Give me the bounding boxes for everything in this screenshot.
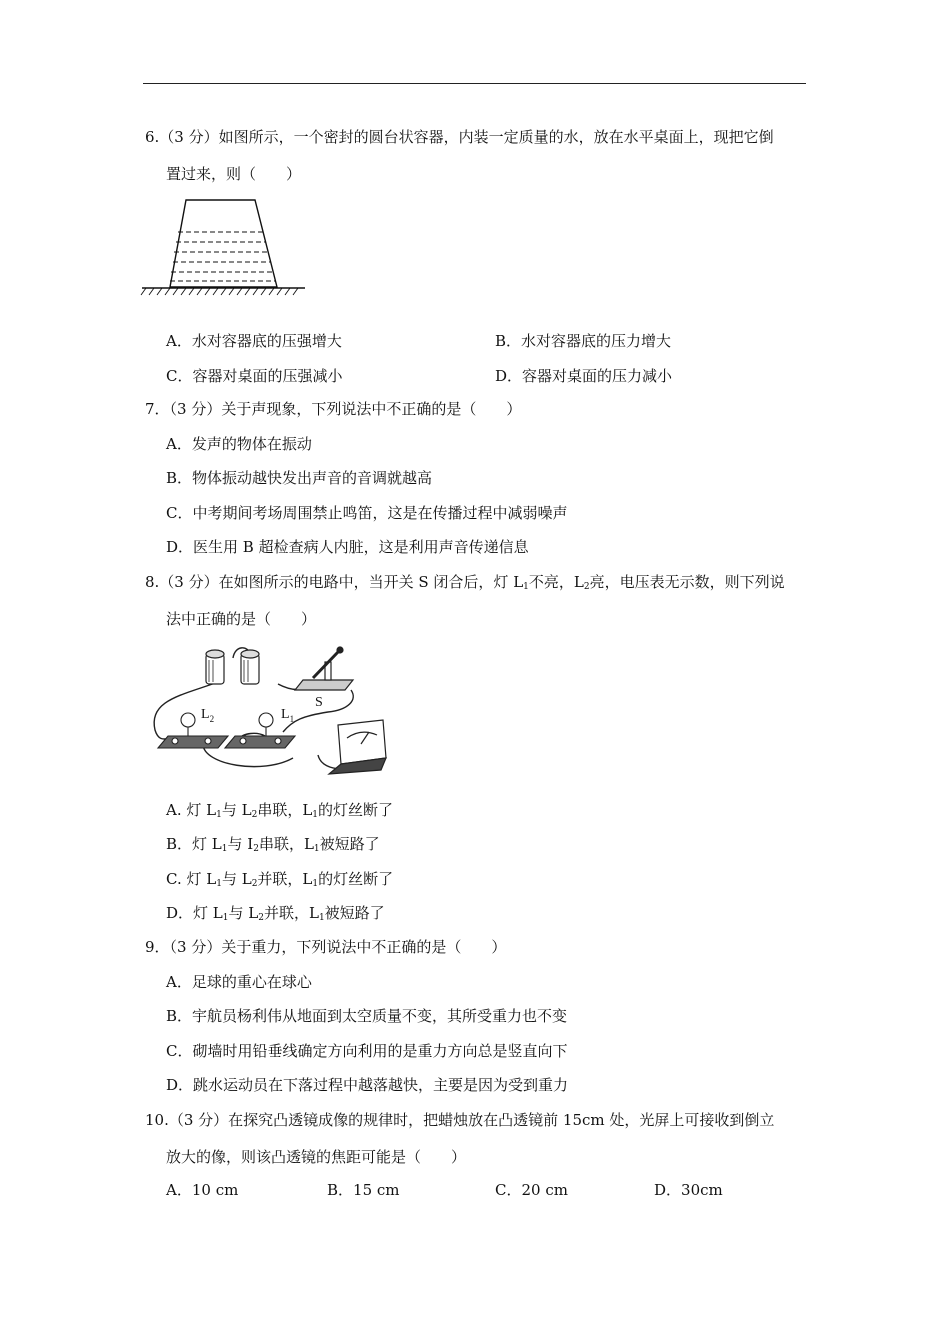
q9-option-b: B．宇航员杨利伟从地面到太空质量不变，其所受重力也不变 — [166, 1007, 568, 1025]
q10-option-a: A．10 cm — [166, 1181, 239, 1199]
q6-option-d: D．容器对桌面的压力减小 — [495, 367, 673, 385]
lamp-l1-label: L — [281, 707, 290, 722]
q8-stem-line-2: 法中正确的是（ ） — [166, 610, 317, 628]
q10-stem-line-2: 放大的像，则该凸透镜的焦距可能是（ ） — [166, 1148, 467, 1166]
svg-text:L1: $L_1$ — [281, 707, 295, 724]
q10-option-c: C．20 cm — [495, 1181, 568, 1199]
q8-option-a: A. 灯 $L_1$与 $L_2$串联，$L_1$的灯丝断了 — [166, 801, 394, 820]
q6-stem-line-2: 置过来，则（ ） — [166, 165, 302, 183]
q8-option-b: B．灯 $L_1$与 $I_2$串联，$L_1$被短路了 — [166, 835, 380, 854]
q7-option-d: D．医生用 B 超检查病人内脏，这是利用声音传递信息 — [166, 538, 529, 556]
circuit-figure — [143, 640, 393, 780]
q7-stem: 7．（3 分）关于声现象，下列说法中不正确的是（ ） — [145, 400, 522, 418]
q6-option-b: B．水对容器底的压力增大 — [495, 332, 672, 350]
q6-option-c: C．容器对桌面的压强减小 — [166, 367, 343, 385]
q10-option-b: B．15 cm — [327, 1181, 400, 1199]
q9-stem: 9．（3 分）关于重力，下列说法中不正确的是（ ） — [145, 938, 507, 956]
q10-option-d: D．30cm — [654, 1181, 723, 1199]
svg-text:L2: $L_2$ — [201, 707, 215, 724]
q7-option-b: B．物体振动越快发出声音的音调就越高 — [166, 469, 433, 487]
q7-option-a: A．发声的物体在振动 — [166, 435, 312, 453]
q8-option-c: C. 灯 $L_1$与 $L_2$并联，$L_1$的灯丝断了 — [166, 870, 394, 889]
q6-option-a: A．水对容器底的压强增大 — [166, 332, 342, 350]
switch-label-s: S — [315, 695, 323, 710]
frustum-container-figure — [140, 195, 310, 300]
q6-stem-line-1: 6.（3 分）如图所示，一个密封的圆台状容器，内装一定质量的水，放在水平桌面上，现把它倒 — [145, 128, 774, 146]
q9-option-a: A．足球的重心在球心 — [166, 973, 312, 991]
q8-option-d: D．灯 $L_1$与 $L_2$并联，$L_1$被短路了 — [166, 904, 385, 923]
q10-stem-line-1: 10.（3 分）在探究凸透镜成像的规律时，把蜡烛放在凸透镜前 15cm 处，光屏上可接收到倒立 — [145, 1111, 775, 1129]
q7-option-c: C．中考期间考场周围禁止鸣笛，这是在传播过程中减弱噪声 — [166, 504, 568, 522]
q9-option-c: C．砌墙时用铅垂线确定方向利用的是重力方向总是竖直向下 — [166, 1042, 568, 1060]
header-rule — [143, 83, 806, 84]
q8-stem-line-1: 8.（3 分）在如图所示的电路中，当开关 S 闭合后，灯 $L_1$不亮，$L_2$亮，电压表无示数，则下列说 — [145, 573, 785, 592]
q9-option-d: D．跳水运动员在下落过程中越落越快，主要是因为受到重力 — [166, 1076, 569, 1094]
lamp-l2-label: L — [201, 707, 210, 722]
